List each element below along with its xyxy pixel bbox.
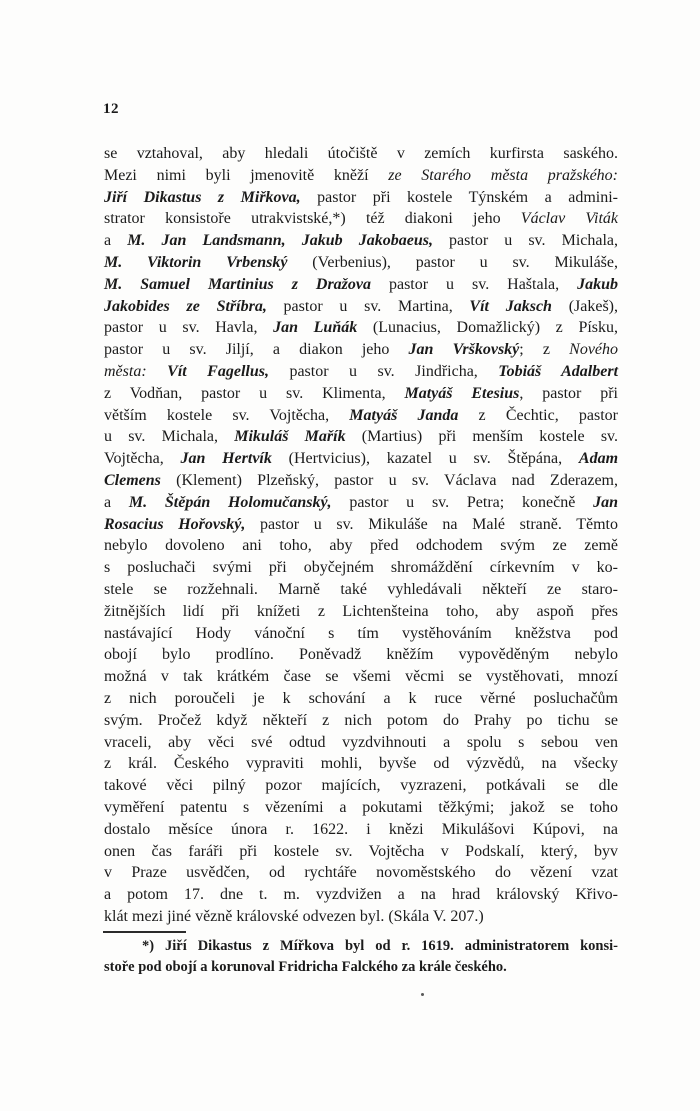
body-text: u sv. Michala,	[104, 428, 235, 446]
text-line	[104, 187, 618, 209]
body-text: pastor u sv. Mikuláše na Malé straně. Těmto	[245, 515, 619, 533]
body-text: ; z	[519, 341, 570, 359]
body-text: (Jakeš),	[551, 297, 618, 315]
text-line	[104, 492, 618, 514]
text-line	[104, 732, 618, 754]
text-line	[104, 317, 618, 339]
body-text: z Vodňan, pastor u sv. Klimenta,	[104, 384, 405, 402]
body-text: (Lunacius, Domažlický) z Písku,	[357, 319, 619, 337]
text-line	[104, 405, 618, 427]
body-text: strator konsistoře utrakvistské,*) též diakoni jeho	[104, 210, 521, 228]
text-line	[104, 448, 618, 470]
person-name-text: Adam	[578, 450, 619, 468]
text-line	[104, 775, 618, 797]
body-text: a potom 17. dne t. m. vyzdvižen a na hrad královský Křivo-	[104, 886, 618, 904]
text-line	[104, 884, 618, 906]
text-line	[104, 274, 618, 296]
text-line	[104, 361, 618, 383]
emphasized-text: ze Starého města pražského:	[388, 166, 618, 184]
body-text: Mezi nimi byli jmenovitě kněží	[104, 166, 389, 184]
text-line	[104, 165, 618, 187]
body-text: onen čas faráři při kostele sv. Vojtěcha v Podskalí, který, byv	[104, 842, 618, 860]
page-number: 12	[103, 101, 119, 117]
scan-speckle-artifact	[421, 993, 424, 996]
main-text-block	[104, 143, 618, 928]
body-text: a	[104, 493, 129, 511]
person-name-text: M. Samuel Martinius z Dražova	[104, 275, 372, 293]
body-text: pastor u sv. Havla,	[104, 319, 274, 337]
text-line	[104, 230, 618, 252]
person-name-text: Matyáš Janda	[349, 406, 459, 424]
body-text: pastor při kostele Týnském a admini-	[300, 188, 618, 206]
text-line	[104, 710, 618, 732]
body-text: svým. Pročež když někteří z nich potom do Prahy po tichu se	[104, 711, 618, 729]
person-name-text: Rosacius Hořovský,	[104, 515, 246, 533]
person-name-text: Vít Fagellus,	[167, 362, 269, 380]
text-line	[104, 143, 618, 165]
body-text: vraceli, aby věci své odtud vyzdvihnouti a spolu s sebou ven	[104, 733, 618, 751]
body-text: takové věci pilný pozor majících, vyzrazeni, potkávali se dle	[104, 777, 618, 795]
person-name-text: M. Štěpán Holomučanský,	[128, 493, 332, 511]
body-text: možná v tak krátkém čase se všemi věcmi se vystěhovati, mnozí	[104, 668, 618, 686]
body-text: pastor u sv. Haštala,	[371, 275, 578, 293]
body-text: pastor u sv. Jindřicha,	[268, 362, 499, 380]
body-text: z Čechtic, pastor	[458, 406, 618, 424]
body-text: stoře pod obojí a korunoval Fridricha Falckého za krále českého.	[104, 959, 507, 976]
person-name-text: Jiří Dikastus z Miřkova,	[104, 188, 301, 206]
text-line	[104, 383, 618, 405]
person-name-text: Tobiáš Adalbert	[498, 362, 619, 380]
text-line	[104, 819, 618, 841]
text-line	[104, 753, 618, 775]
text-line	[104, 623, 618, 645]
body-text: nebylo dovoleno ani toho, aby před odchodem svým ze země	[104, 537, 618, 555]
body-text: dostalo měsíce února r. 1622. i knězi Mikulášovi Kúpovi, na	[104, 820, 618, 838]
person-name-text: Mikuláš Mařík	[234, 428, 346, 446]
body-text: pastor u sv. Martina,	[266, 297, 470, 315]
body-text: (Hertvicius), kazatel u sv. Štěpána,	[271, 450, 579, 468]
body-text: pastor u sv. Michala,	[432, 232, 619, 250]
text-line	[104, 797, 618, 819]
person-name-text: Jan Luňák	[273, 319, 358, 337]
body-text: *) Jiří Dikastus z Mířkova byl od r. 1619. administratorem konsi-	[142, 938, 618, 954]
body-text: klát mezi jiné vězně královské odvezen byl. (Skála V. 207.)	[104, 907, 484, 925]
body-text: , pastor při	[519, 384, 618, 402]
body-text: stele se rozžehnali. Marně také vyhledávali někteří ze staro-	[104, 580, 618, 598]
person-name-text: M. Viktorin Vrbenský	[104, 253, 288, 271]
emphasized-text: Nového	[569, 341, 619, 359]
body-text: z nich poroučeli je k schování a k ruce věrné posluchačům	[104, 689, 618, 707]
person-name-text: Jakobides ze Stříbra,	[104, 297, 267, 315]
body-text: nastávající Hody vánoční s tím vystěhováním kněžstva pod	[104, 624, 618, 642]
body-text: pastor u sv. Jiljí, a diakon jeho	[104, 341, 409, 359]
person-name-text: Jan Vrškovský	[408, 341, 520, 359]
text-line	[104, 579, 618, 601]
person-name-text: Matyáš Etesius	[404, 384, 520, 402]
text-line	[104, 957, 618, 978]
text-line	[104, 688, 618, 710]
person-name-text: Jan Hertvík	[180, 450, 272, 468]
person-name-text: Vít Jaksch	[469, 297, 552, 315]
text-line	[104, 426, 618, 448]
text-line	[104, 601, 618, 623]
body-text: a	[104, 232, 128, 250]
person-name-text: M. Jan Landsmann, Jakub Jakobaeus,	[127, 232, 433, 250]
text-line	[104, 208, 618, 230]
text-line	[104, 339, 618, 361]
person-name-text: Clemens	[104, 471, 161, 489]
text-line	[104, 644, 618, 666]
body-text: (Klement) Plzeňský, pastor u sv. Václava nad Zderazem,	[160, 471, 618, 489]
body-text: větším kostele sv. Vojtěcha,	[104, 406, 350, 424]
body-text: se vztahoval, aby hledali útočiště v zemích kurfirsta saského.	[104, 145, 618, 162]
emphasized-text: města:	[104, 362, 168, 380]
text-line	[104, 557, 618, 579]
body-text: obojí bylo prodlíno. Poněvadž kněžím vypověděným nebylo	[104, 646, 618, 664]
footnote-separator-rule	[103, 931, 186, 933]
text-line	[104, 535, 618, 557]
body-text: (Verbenius), pastor u sv. Mikuláše,	[287, 253, 618, 271]
footnote-block	[104, 936, 618, 979]
body-text: žitnějších lidí při knížeti z Lichtenšteina toho, aby aspoň přes	[104, 602, 618, 620]
body-text: Vojtěcha,	[104, 450, 181, 468]
text-line	[104, 936, 618, 957]
person-name-text: Jan	[593, 493, 618, 511]
body-text: z král. Českého vypraviti mohli, byvše od výzvědů, na všecky	[104, 755, 618, 773]
person-name-text: Jakub	[577, 275, 618, 293]
body-text: vyměření patentu s vězeními a pokutami těžkými; jakož se toho	[104, 798, 618, 816]
text-line	[104, 906, 618, 928]
emphasized-text: Václav Viták	[520, 210, 619, 228]
body-text: (Martius) při menším kostele sv.	[345, 428, 619, 446]
text-line	[104, 470, 618, 492]
body-text: pastor u sv. Petra; konečně	[331, 493, 594, 511]
text-line	[104, 514, 618, 536]
text-line	[104, 841, 618, 863]
text-line	[104, 252, 618, 274]
text-line	[104, 296, 618, 318]
text-line	[104, 862, 618, 884]
text-line	[104, 666, 618, 688]
body-text: v Praze usvědčen, od rychtáře novoměstského do vězení vzat	[104, 864, 618, 882]
body-text: s posluchači svými při obyčejném shromáždění církevním v ko-	[104, 559, 618, 577]
